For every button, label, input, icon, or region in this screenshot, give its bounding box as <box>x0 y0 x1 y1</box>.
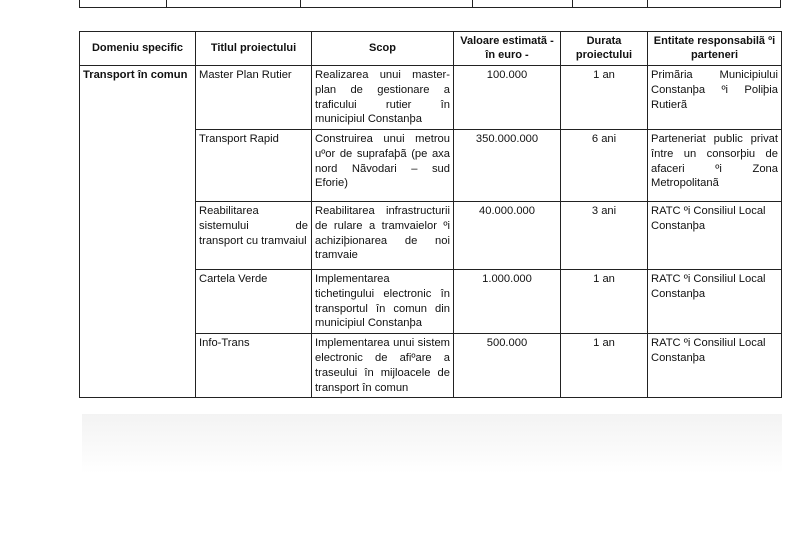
header-scope: Scop <box>312 32 454 66</box>
previous-table-fragment <box>79 0 781 8</box>
page-shadow <box>82 414 782 474</box>
projects-table <box>79 31 782 398</box>
project-duration: 1 an <box>561 334 648 398</box>
project-duration: 1 an <box>561 270 648 334</box>
project-title: Master Plan Rutier <box>196 66 312 130</box>
column-divider <box>647 0 648 7</box>
header-title: Titlul proiectului <box>196 32 312 66</box>
project-value: 100.000 <box>454 66 561 130</box>
project-entity: RATC ºi Consiliul Local Constanþa <box>648 202 782 270</box>
project-scope: Realizarea unui master-plan de gestionare a traficului rutier în municipiul Constanþa <box>312 66 454 130</box>
column-divider <box>572 0 573 7</box>
column-divider <box>472 0 473 7</box>
header-domain: Domeniu specific <box>80 32 196 66</box>
table-row <box>80 66 782 130</box>
column-divider <box>300 0 301 7</box>
project-entity: RATC ºi Consiliul Local Constanþa <box>648 334 782 398</box>
project-title: Transport Rapid <box>196 130 312 202</box>
project-duration: 6 ani <box>561 130 648 202</box>
project-duration: 3 ani <box>561 202 648 270</box>
project-scope: Implementarea tichetingului electronic în transportul în comun din municipiul Constanþa <box>312 270 454 334</box>
project-value: 40.000.000 <box>454 202 561 270</box>
header-duration: Durata proiectului <box>561 32 648 66</box>
project-scope: Construirea unui metrou uºor de suprafaþã (pe axa nord Nãvodari – sud Eforie) <box>312 130 454 202</box>
project-scope: Implementarea unui sistem electronic de afiºare a traseului în mijloacele de transport în comun <box>312 334 454 398</box>
table-header-row <box>80 32 782 66</box>
domain-cell: Transport în comun <box>80 66 196 398</box>
project-value: 350.000.000 <box>454 130 561 202</box>
column-divider <box>166 0 167 7</box>
header-value: Valoare estimatã - în euro - <box>454 32 561 66</box>
project-value: 1.000.000 <box>454 270 561 334</box>
header-entity: Entitate responsabilã ºi parteneri <box>648 32 782 66</box>
project-value: 500.000 <box>454 334 561 398</box>
project-duration: 1 an <box>561 66 648 130</box>
project-title: Reabilitarea sistemului de transport cu tramvaiul <box>196 202 312 270</box>
project-entity: Primãria Municipiului Constanþa ºi Poliþia Rutierã <box>648 66 782 130</box>
project-scope: Reabilitarea infrastructurii de rulare a tramvaielor ºi achiziþionarea de noi tramvaie <box>312 202 454 270</box>
project-title: Info-Trans <box>196 334 312 398</box>
project-entity: Parteneriat public privat între un consorþiu de afaceri ºi Zona Metropolitanã <box>648 130 782 202</box>
project-title: Cartela Verde <box>196 270 312 334</box>
project-entity: RATC ºi Consiliul Local Constanþa <box>648 270 782 334</box>
